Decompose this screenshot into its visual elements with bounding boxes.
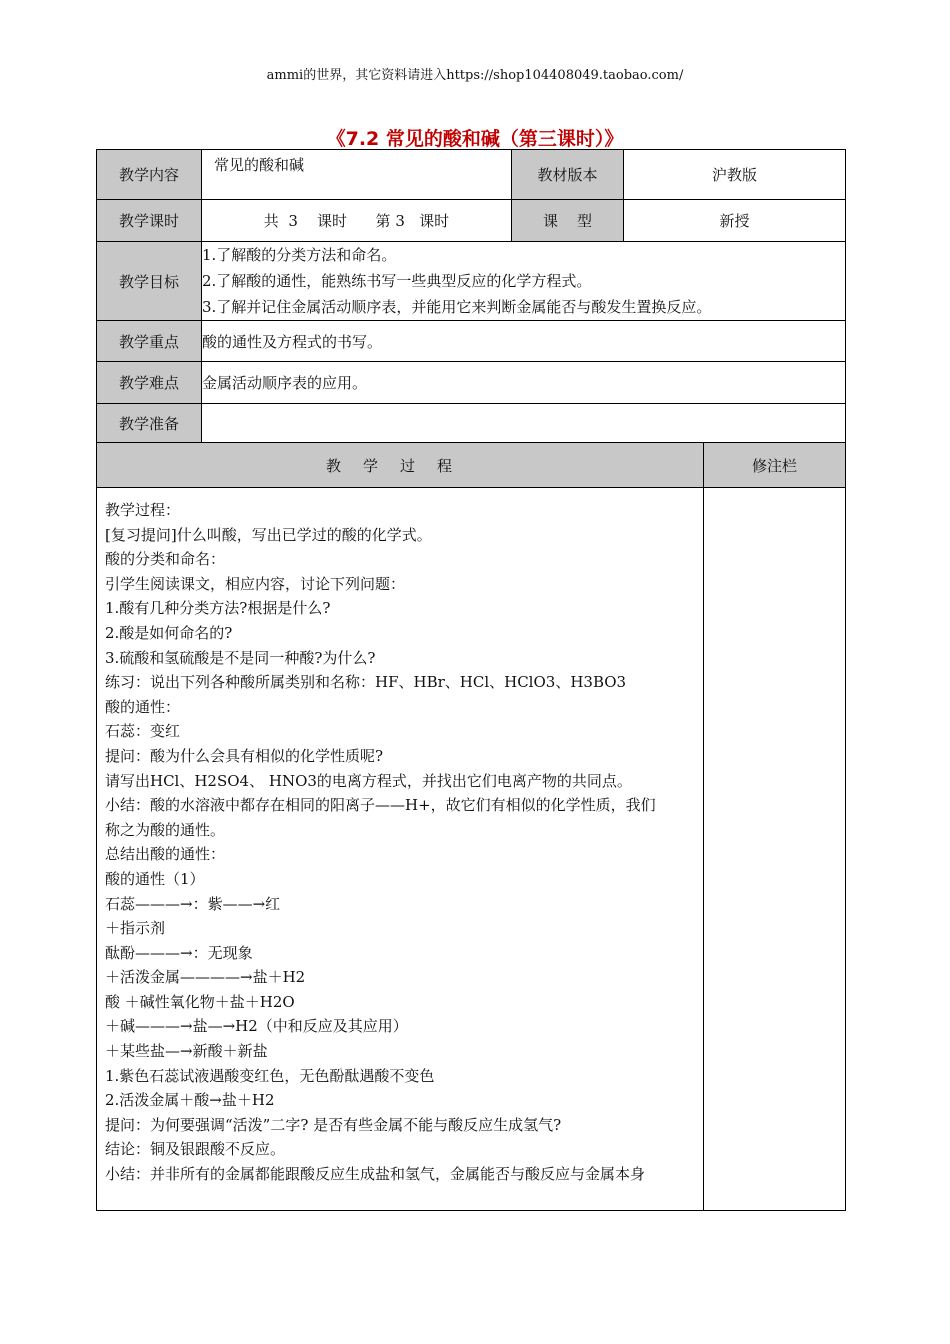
process-line: 3.硫酸和氢硫酸是不是同一种酸?为什么? <box>105 648 376 667</box>
row-hours <box>97 200 846 242</box>
process-line: 1.酸有几种分类方法?根据是什么? <box>105 599 331 618</box>
prep-value <box>202 404 846 444</box>
process-line: 1.紫色石蕊试液遇酸变红色，无色酚酞遇酸不变色 <box>105 1066 435 1085</box>
process-line: ＋活泼金属————→盐＋H2 <box>105 968 306 987</box>
process-line: ＋碱———→盐—→H2（中和反应及其应用） <box>105 1017 408 1036</box>
process-body-row <box>97 488 846 1211</box>
process-line: 石蕊：变红 <box>105 722 181 741</box>
process-line: 小结：酸的水溶液中都存在相同的阳离子——H+，故它们有相似的化学性质，我们 <box>105 796 656 815</box>
objective-item: 3.了解并记住金属活动顺序表，并能用它来判断金属能否与酸发生置换反应。 <box>202 298 712 316</box>
process-line: 酸的分类和命名： <box>105 550 226 569</box>
content-value: 常见的酸和碱 <box>202 150 512 200</box>
key-label: 教学重点 <box>97 321 202 362</box>
process-header-row <box>97 443 846 488</box>
prep-label: 教学准备 <box>97 404 202 444</box>
process-table <box>96 442 846 1211</box>
row-key <box>97 321 846 362</box>
process-line: 练习：说出下列各种酸所属类别和名称：HF、HBr、HCl、HClO3、H3BO3 <box>105 673 627 692</box>
process-line: 引学生阅读课文，相应内容，讨论下列问题： <box>105 574 406 593</box>
lesson-info-table <box>96 149 846 444</box>
process-line: 提问：为何要强调“活泼”二字? 是否有些金属不能与酸反应生成氢气? <box>105 1115 562 1134</box>
objective-item: 1.了解酸的分类方法和命名。 <box>202 246 397 264</box>
process-line: 石蕊———→：紫——→红 <box>105 894 281 913</box>
process-line: 酸的通性： <box>105 697 181 716</box>
objective-item: 2.了解酸的通性，能熟练书写一些典型反应的化学方程式。 <box>202 272 592 290</box>
process-line: 2.酸是如何命名的? <box>105 623 233 642</box>
process-line: 2.活泼金属＋酸→盐＋H2 <box>105 1091 275 1110</box>
process-line: 结论：铜及银跟酸不反应。 <box>105 1140 286 1159</box>
hours-label: 教学课时 <box>97 200 202 242</box>
process-line: 提问：酸为什么会具有相似的化学性质呢? <box>105 746 384 765</box>
process-line: 酞酚———→：无现象 <box>105 943 253 962</box>
difficulty-value: 金属活动顺序表的应用。 <box>202 362 846 404</box>
process-line: ＋某些盐—→新酸＋新盐 <box>105 1042 268 1061</box>
hours-value: 共 3 课时 第 3 课时 <box>202 200 512 242</box>
key-value: 酸的通性及方程式的书写。 <box>202 321 846 362</box>
process-line: 酸的通性（1） <box>105 869 205 888</box>
document-title: 《7.2 常见的酸和碱（第三课时）》 <box>326 128 624 150</box>
type-label: 课 型 <box>512 200 624 242</box>
content-label: 教学内容 <box>97 150 202 200</box>
edition-value: 沪教版 <box>624 150 846 200</box>
row-objectives <box>97 242 846 321</box>
process-line: 称之为酸的通性。 <box>105 820 226 839</box>
notes-column <box>704 488 846 1211</box>
process-header-text: 教学过程 <box>325 456 474 475</box>
process-line: 教学过程： <box>105 501 181 519</box>
row-difficulty <box>97 362 846 404</box>
process-header <box>97 443 704 488</box>
notes-header: 修注栏 <box>704 443 846 488</box>
process-line: 总结出酸的通性： <box>105 845 226 864</box>
process-line: ＋指示剂 <box>105 919 166 938</box>
objectives-list <box>202 242 846 321</box>
row-prep <box>97 404 846 444</box>
objectives-label: 教学目标 <box>97 242 202 321</box>
row-content <box>97 150 846 200</box>
type-value: 新授 <box>624 200 846 242</box>
process-line: [复习提问]什么叫酸，写出已学过的酸的化学式。 <box>105 525 432 544</box>
process-line: 请写出HCl、H2SO4、 HNO3的电离方程式，并找出它们电离产物的共同点。 <box>105 771 632 790</box>
page-header-text: ammi的世界，其它资料请进入https://shop104408049.taobao.com/ <box>266 68 684 83</box>
difficulty-label: 教学难点 <box>97 362 202 404</box>
process-line: 酸 ＋碱性氧化物＋盐＋H2O <box>105 992 295 1011</box>
process-content <box>97 488 704 1211</box>
edition-label: 教材版本 <box>512 150 624 200</box>
process-line: 小结：并非所有的金属都能跟酸反应生成盐和氢气，金属能否与酸反应与金属本身 <box>105 1165 646 1184</box>
